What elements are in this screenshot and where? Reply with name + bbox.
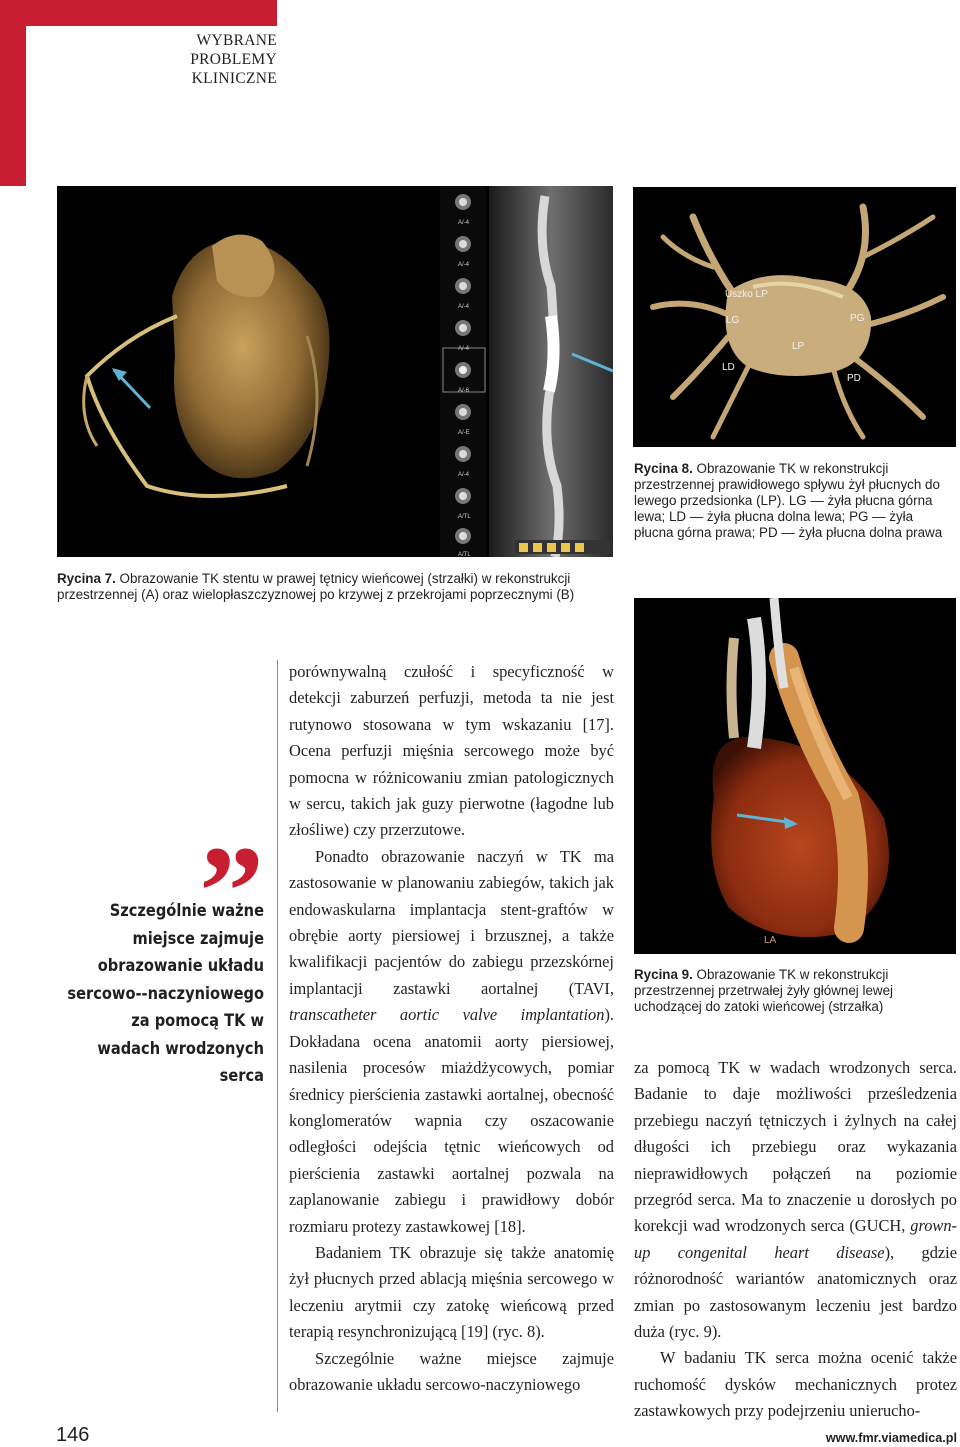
figure-8-pulmonary-veins <box>633 187 956 447</box>
label-ld: LD <box>722 362 735 373</box>
header-accent-bar <box>0 0 277 26</box>
section-label-line: PROBLEMY <box>190 51 277 68</box>
column-divider <box>277 660 278 1412</box>
paragraph: za pomocą TK w wadach wrodzonych serca. Badanie to daje możliwości prześledzenia przebiegu naczyń tętniczych i żylnych na całej długości ich przebiegu oraz wykazania nieprawidłowych połączeń na poziomie przegród serca. Ma to znaczenie u dorosłych po korekcji wad wrodzonych serca (GUCH, grown-up congenital heart disease), gdzie różnorodność wariantów anatomicznych oraz zmian po zastosowanym leczeniu jest bardzo duża (ryc. 9). <box>634 1058 957 1342</box>
figure-7-caption <box>57 571 617 603</box>
caption-text: Obrazowanie TK w rekonstrukcji przestrzennej prawidłowego spływu żył płucnych do lewego przedsionka (LP). LG — żyła płucna górna lewa; LD — żyła płucna dolna lewa; PG — żyła płucna górna prawa; PD — żyła płucna dolna prawa <box>634 461 943 540</box>
figure-8-image <box>633 187 956 447</box>
label-pd: PD <box>847 373 861 384</box>
paragraph: Ponadto obrazowanie naczyń w TK ma zastosowanie w planowaniu zabiegów, takich jak endowaskularna implantacja stent-graftów w obrębie aorty piersiowej i brzusznej, a także kwalifikacji pacjentów do zabiegu przezskórnej implantacji zastawki aortalnej (TAVI, transcatheter aortic valve implantation). Dokładana ocena anatomii aorty piersiowej, nasilenia procesów miażdżycowych, pomiar średnicy pierścienia zastawki aortalnej, obecność konglomeratów wapnia czy oszacowanie odległości odejścia tętnic wieńcowych od pierścienia zastawki aortalnej pozwala na zaplanowanie zabiegu i prawidłowy dobór rozmiaru protezy zastawkowej [18]. <box>289 846 614 1236</box>
slice-label: A/-6 <box>458 388 470 394</box>
section-label <box>77 31 277 88</box>
label-uszko-lp: Uszko LP <box>725 289 768 300</box>
quote-mark <box>199 842 264 902</box>
paragraph: Szczególnie ważne miejsce zajmuje obrazowanie układu sercowo-naczyniowego <box>289 1348 614 1394</box>
page-number: 146 <box>56 1424 90 1446</box>
slice-label: A/-4 <box>458 304 470 310</box>
slice-label: A/-4 <box>458 346 470 352</box>
figure-7-image <box>57 186 613 557</box>
figure-8-caption <box>634 461 956 541</box>
label-lg: LG <box>726 315 740 326</box>
slice-label: A/-E <box>458 430 470 436</box>
slice-label: A/-4 <box>458 262 470 268</box>
caption-text: Obrazowanie TK w rekonstrukcji przestrzennej przetrwałej żyły głównej lewej uchodzącej do zatoki wieńcowej (strzałka) <box>634 967 893 1014</box>
header-accent-bar-vertical <box>0 0 26 186</box>
paragraph: Badaniem TK obrazuje się także anatomię żył płucnych przed ablacją mięśnia sercowego w leczeniu arytmii czy zatokę wieńcową przed terapią resynchronizującą [19] (ryc. 8). <box>289 1242 614 1342</box>
figure-9-image <box>634 598 956 954</box>
slice-label: A/TL <box>458 552 471 557</box>
caption-label: Rycina 9. <box>634 967 693 982</box>
section-label-line: WYBRANE <box>196 32 277 49</box>
figure-7-ct-reconstruction <box>57 186 613 557</box>
section-label-line: KLINICZNE <box>191 70 277 87</box>
label-lp: LP <box>792 341 805 352</box>
slice-label: A/TL <box>458 514 471 520</box>
caption-label: Rycina 8. <box>634 461 693 476</box>
caption-text: Obrazowanie TK stentu w prawej tętnicy wieńcowej (strzałki) w rekonstrukcji przestrzennej (A) oraz wielopłaszczyznowej po krzywej z przekrojami poprzecznymi (B) <box>57 571 575 602</box>
figure-9-caption <box>634 967 956 1015</box>
paragraph: W badaniu TK serca można ocenić także ruchomość dysków mechanicznych protez zastawkowych przy podejrzeniu unierucho- <box>634 1348 957 1421</box>
caption-label: Rycina 7. <box>57 571 116 586</box>
pull-quote: Szczególnie ważne miejsce zajmuje obrazowanie układu sercowo--naczyniowego za pomocą TK w wadach wrodzonych serca <box>67 901 265 1086</box>
paragraph: porównywalną czułość i specyficzność w detekcji zaburzeń perfuzji, metoda ta nie jest rutynowo stosowana w tym wskazaniu [17]. Ocena perfuzji mięśnia sercowego może być pomocna w różnicowaniu zmian patologicznych w sercu, takich jak guzy pierwotne (łagodne lub złośliwe) czy przerzutowe. <box>289 662 614 840</box>
label-pg: PG <box>850 313 865 324</box>
website-link[interactable]: www.fmr.viamedica.pl <box>825 1431 957 1445</box>
figure-9-persistent-svc <box>634 598 956 954</box>
slice-label: A/-4 <box>458 220 470 226</box>
body-column-2 <box>289 659 614 1398</box>
slice-label: A/-4 <box>458 472 470 478</box>
label-la: LA <box>764 935 777 946</box>
body-column-3 <box>634 1055 957 1425</box>
